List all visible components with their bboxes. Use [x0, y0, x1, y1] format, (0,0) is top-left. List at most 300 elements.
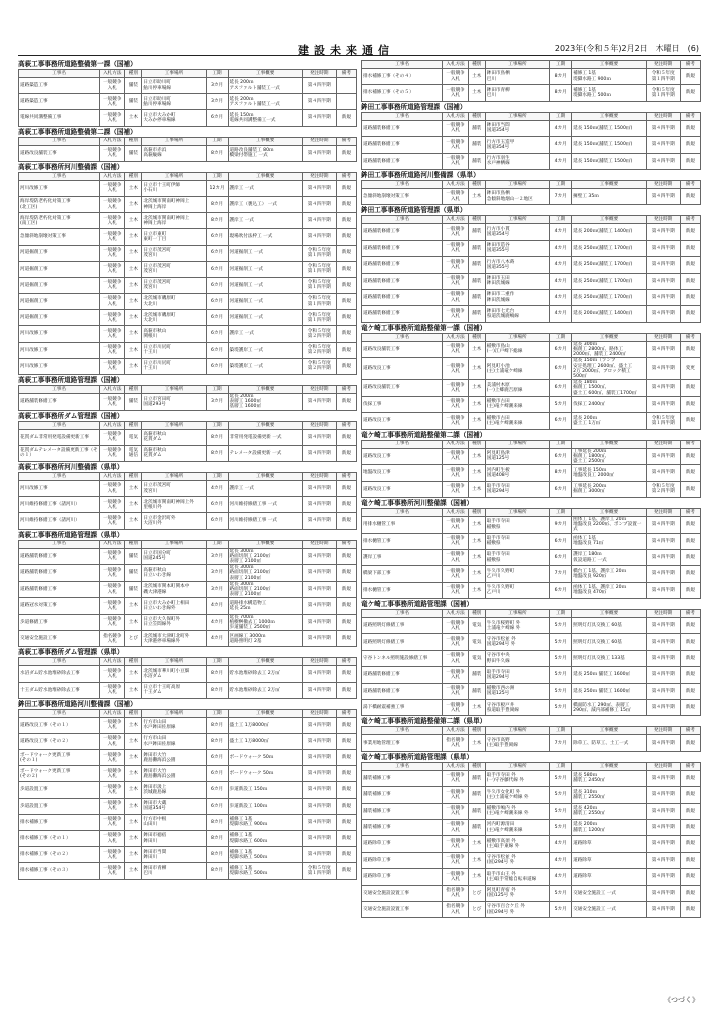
column-header: 工事名 [19, 70, 100, 78]
table-cell: 新規 [336, 847, 356, 863]
right-column [361, 60, 701, 919]
table-cell: 新規 [336, 513, 356, 529]
table-cell: 照明灯灯具交換工 133基 [572, 650, 647, 666]
table-cell: 照明灯灯具交換工 60基 [572, 618, 647, 634]
table-cell: 新規 [680, 289, 700, 305]
table-cell: 5カ月 [550, 683, 572, 699]
column-header: 備考 [680, 61, 700, 69]
column-header: 工期 [206, 172, 228, 180]
table-row [19, 733, 357, 749]
table-cell: 道路改良舗装工事 [19, 145, 100, 161]
table-cell: 一般競争 入札 [100, 145, 125, 161]
table-cell: 道路築造工事 [19, 94, 100, 110]
column-header: 工事場所 [485, 216, 549, 224]
table-header-row [362, 112, 701, 120]
table-cell: 延長 250ｍ(舗装工 1700㎡) [572, 240, 647, 256]
schedule-table [361, 333, 701, 430]
column-header: 備考 [680, 112, 700, 120]
table-cell: 道路舗装修繕工事 [362, 273, 443, 289]
table-cell: 舗装 [125, 394, 142, 411]
table-cell: 舗装 [468, 819, 485, 835]
table-cell: 第４四半期 [302, 717, 336, 733]
table-cell: 歩道新設工 150ｍ [228, 782, 302, 798]
column-header: 工事概要 [572, 762, 647, 770]
table-cell: 7カ月 [550, 735, 572, 751]
table-cell: 6カ月 [206, 245, 228, 261]
table-cell: 第４四半期 [646, 869, 680, 885]
table-row [19, 310, 357, 326]
table-cell: 新規 [336, 261, 356, 277]
table-cell: 第４四半期 [646, 582, 680, 598]
column-header: 発注時期 [646, 762, 680, 770]
column-header: 種別 [468, 61, 485, 69]
table-cell: 舗装補修工事 [362, 770, 443, 786]
table-row [19, 682, 357, 698]
table-header-row [362, 508, 701, 516]
table-cell: 歩道設置工事 [19, 782, 100, 798]
table-row [362, 819, 701, 835]
table-row [362, 582, 701, 598]
table-cell: 排水補修工事（その４） [362, 69, 443, 85]
table-cell: 守谷市百合ケ丘 外 (国)294号 外 [485, 901, 549, 917]
table-cell: 延長 250ｍ(舗装工 1700㎡) [572, 289, 647, 305]
table-cell: 伐採工事 [362, 396, 443, 412]
table-cell: 築堤護岸工 一式 [228, 342, 302, 358]
table-cell: 護岸工 一式 [228, 213, 302, 229]
table-cell: 土木 [125, 766, 142, 782]
table-cell: 排水樋管工事 [362, 533, 443, 549]
table-cell: 日立市大みか町上相田 日立いわき線外 [142, 598, 206, 614]
table-row [362, 69, 701, 85]
column-header: 発注時期 [646, 440, 680, 448]
column-header: 工事名 [362, 762, 443, 770]
column-header: 発注時期 [302, 472, 336, 480]
table-cell: 一般競争 入札 [100, 196, 125, 212]
table-row [362, 770, 701, 786]
table-cell: 一般競争 入札 [443, 836, 468, 852]
table-cell: 土木 [125, 682, 142, 698]
table-row [362, 803, 701, 819]
table-cell: ボードウォーク更新工事 (その２) [19, 766, 100, 782]
table-cell: 一般競争 入札 [100, 513, 125, 529]
table-cell: 一般競争 入札 [443, 120, 468, 136]
column-header: 発注時期 [302, 70, 336, 78]
table-cell: 新規 [336, 581, 356, 598]
table-row [362, 413, 701, 429]
column-header: 工事名 [362, 727, 443, 735]
table-cell: 4カ月 [550, 869, 572, 885]
table-row [362, 650, 701, 666]
table-cell: 第４四半期 [646, 667, 680, 683]
table-cell: 指名競争 入札 [443, 735, 468, 751]
table-row [19, 581, 357, 598]
column-header: 工事場所 [142, 172, 206, 180]
table-header-row [19, 386, 357, 394]
section-title: 高萩工事事務所道路管理課（国補） [18, 376, 124, 384]
table-cell: 一般競争 入札 [100, 445, 125, 461]
table-cell: 一般競争 入札 [443, 465, 468, 481]
table-cell: 一般競争 入札 [100, 94, 125, 110]
column-header: 発注時期 [302, 540, 336, 548]
table-cell: 道路舗装修繕工事 [362, 257, 443, 273]
table-cell: 土木 [125, 497, 142, 513]
table-cell: 8カ月 [550, 465, 572, 481]
table-cell: 令和５年度 第１四半期 [302, 261, 336, 277]
table-cell: 8カ月 [206, 213, 228, 229]
table-cell: 新規 [680, 153, 700, 169]
table-cell: 一般競争 入札 [443, 683, 468, 699]
table-row [362, 137, 701, 153]
column-header: 入札方法 [443, 762, 468, 770]
table-cell: 河川改修工事 [19, 326, 100, 342]
table-cell: 6カ月 [206, 358, 228, 374]
column-header: 工事概要 [228, 172, 302, 180]
table-row [19, 358, 357, 374]
section-title: 竜ケ崎工事事務所道路整備第一課（国補） [361, 323, 487, 332]
continued-note: 《つづく》 [664, 996, 699, 1004]
table-cell: 道路舗装修繕工事 [362, 667, 443, 683]
table-cell: 延長 300ｍ 路面切削工 2100㎡ 表層工 2100㎡ [228, 548, 302, 565]
table-cell: 新規 [336, 326, 356, 342]
table-cell: 6カ月 [206, 513, 228, 529]
table-cell: 7カ月 [550, 188, 572, 204]
table-cell: 6カ月 [206, 229, 228, 245]
table-cell: 舗装 [468, 667, 485, 683]
column-header: 工期 [550, 727, 572, 735]
table-cell: 令和５年度 第２四半期 [302, 342, 336, 358]
column-header: 発注時期 [646, 112, 680, 120]
table-cell: 電気 [468, 634, 485, 650]
column-header: 工事概要 [228, 137, 302, 145]
table-cell: 延長 250ｍ(舗装工 1700㎡) [572, 273, 647, 289]
table-cell: 北茨城市関南町神岡上 神岡上海岸 [142, 196, 206, 212]
table-cell: 日立市国分町 国道245号 [142, 548, 206, 565]
table-cell: 鉾田市鳥栖 巴川 [485, 69, 549, 85]
column-header: 入札方法 [443, 333, 468, 341]
table-cell: 排水補修工事（その２） [19, 847, 100, 863]
table-cell: 河道掘削工事 [19, 310, 100, 326]
table-cell: 延長 580ｍ 舗装工 2450㎡ [572, 770, 647, 786]
table-cell: 新規 [336, 394, 356, 411]
schedule-table [361, 440, 701, 498]
table-cell: 土木 [468, 582, 485, 598]
table-cell: 一般競争 入札 [443, 153, 468, 169]
column-header: 発注時期 [646, 727, 680, 735]
table-cell: 護岸工事 [362, 549, 443, 565]
table-cell: 道路改良工事 [362, 358, 443, 380]
table-cell: 河道掘削工事 [19, 277, 100, 293]
table-cell: 補修工 1基 堤脚水路工 600ｍ [228, 831, 302, 847]
table-cell: 4カ月 [550, 240, 572, 256]
schedule-table [18, 172, 357, 375]
table-cell: 新規 [336, 277, 356, 293]
table-cell: 新規 [336, 196, 356, 212]
table-row [19, 480, 357, 496]
table-cell: 鉾田市青柳 巴川 [485, 85, 549, 101]
column-header: 工事場所 [142, 709, 206, 717]
column-header: 入札方法 [443, 610, 468, 618]
table-cell: 8カ月 [206, 445, 228, 461]
table-cell: 新規 [336, 631, 356, 647]
table-cell: 延長 250ｍ 舗装工 1600㎡ [572, 683, 647, 699]
table-row [19, 429, 357, 445]
table-cell: 新規 [680, 885, 700, 901]
table-cell: 道路舗装修繕工事 [19, 581, 100, 598]
table-cell: 道路除草 [572, 869, 647, 885]
table-cell: 日立市川尻町 十王川 [142, 342, 206, 358]
table-cell: 第４四半期 [646, 153, 680, 169]
table-cell: 土木 [468, 465, 485, 481]
table-cell: 工事延長 150ｍ 地盤改良工 2000㎡ [572, 465, 647, 481]
table-cell: 第４四半期 [646, 120, 680, 136]
table-cell: 新規 [680, 549, 700, 565]
table-cell: 高萩市秋山 日立いわき線 [142, 565, 206, 582]
table-cell: 貯水池堆砂除去工 2万㎥ [228, 666, 302, 682]
table-header-row [362, 180, 701, 188]
table-cell: 工事延長 200ｍ 掘削工 3000㎥ [572, 481, 647, 497]
table-cell: 湯下橋耐震補強工事 [362, 700, 443, 716]
table-cell: 第４四半期 [302, 110, 336, 126]
table-row [362, 735, 701, 751]
table-cell: 河川改修工事 [19, 480, 100, 496]
table-cell: 8カ月 [206, 717, 228, 733]
table-cell: 行方市中根 山田川 [142, 814, 206, 830]
table-cell: 守谷市板戸井 県道取手豊岡線 [485, 700, 549, 716]
table-cell: 舗装 [468, 224, 485, 240]
section-title: 鉾田工事事務所道路管理課（国補） [361, 102, 467, 111]
section-title: 竜ケ崎工事事務所道路整備第二課（国補） [361, 430, 487, 439]
table-cell: 舗装 [125, 565, 142, 582]
table-cell: 一般競争 入札 [443, 358, 468, 380]
table-cell: 新規 [680, 224, 700, 240]
column-header: 工期 [206, 472, 228, 480]
table-cell: 補修工 1基 堤脚水路工 500ｍ [228, 863, 302, 879]
table-cell: 3カ月 [206, 394, 228, 411]
table-cell: 第４四半期 [646, 852, 680, 868]
table-cell: 5カ月 [550, 787, 572, 803]
table-cell: 6カ月 [206, 294, 228, 310]
table-row [362, 465, 701, 481]
table-cell: 延長 150ｍ(舗装工 1500㎡) [572, 153, 647, 169]
column-header: 種別 [468, 180, 485, 188]
table-cell: 一般競争 入札 [443, 380, 468, 397]
table-cell: 舗装 [468, 153, 485, 169]
table-cell: 花貫ダム非常用発電設備更新工事 [19, 429, 100, 445]
column-header: 種別 [125, 540, 142, 548]
table-cell: 舗装 [468, 273, 485, 289]
table-cell: 新規 [336, 798, 356, 814]
column-header: 入札方法 [100, 540, 125, 548]
table-cell: 令和５年度 第１四半期 [646, 413, 680, 429]
table-cell: 第４四半期 [646, 700, 680, 716]
column-header: 種別 [125, 421, 142, 429]
table-cell: 8カ月 [206, 145, 228, 161]
table-cell: 高萩市秋山 花貫ダム [142, 445, 206, 461]
table-cell: 第４四半期 [302, 78, 336, 94]
column-header: 工事概要 [572, 180, 647, 188]
schedule-table [361, 180, 701, 205]
table-cell: 取手市寺田 稲敷県 [485, 516, 549, 533]
table-row [19, 598, 357, 614]
table-cell: 6カ月 [206, 261, 228, 277]
table-cell: とび [468, 885, 485, 901]
table-cell: 地盤改良工事 [362, 465, 443, 481]
schedule-table [361, 726, 701, 751]
table-cell: 第４四半期 [302, 831, 336, 847]
table-row [362, 481, 701, 497]
table-cell: 鉾田市鳥栖 急傾斜地烟山一２地区 [485, 188, 549, 204]
table-cell: 第４四半期 [302, 598, 336, 614]
column-header: 工事場所 [485, 440, 549, 448]
table-cell: 稲敷市高須 外 (主)取手東線 外 [485, 836, 549, 852]
table-cell: 土木 [468, 735, 485, 751]
table-cell: 新規 [680, 306, 700, 322]
table-row [362, 396, 701, 412]
column-header: 備考 [336, 137, 356, 145]
table-cell: 一般競争 入札 [443, 306, 468, 322]
table-cell: 舗装 [468, 306, 485, 322]
table-cell: 新規 [680, 341, 700, 358]
column-header: 工事概要 [228, 70, 302, 78]
table-cell: 土木 [125, 358, 142, 374]
table-cell: 8カ月 [206, 831, 228, 847]
schedule-table [361, 609, 701, 716]
section-title: 高萩工事事務所道路管理課（県単） [18, 530, 124, 539]
column-header: 工事名 [362, 440, 443, 448]
table-cell: 4カ月 [550, 852, 572, 868]
table-cell: 一般競争 入札 [100, 277, 125, 293]
table-cell: 舗装 [125, 78, 142, 94]
column-header: 種別 [468, 508, 485, 516]
table-row [19, 326, 357, 342]
table-cell: 延長 150ｍ(舗装工 1500㎡) [572, 137, 647, 153]
table-cell: ボードウォーク 50ｍ [228, 750, 302, 766]
table-cell: 新規 [680, 380, 700, 397]
table-cell: 4カ月 [550, 120, 572, 136]
table-cell: 行方市山田 水戸鉾田佐原線 [142, 733, 206, 749]
table-cell: 延長 250ｍ 舗装工 1600㎡ [572, 667, 647, 683]
column-header: 工期 [206, 709, 228, 717]
column-header: 工事場所 [142, 421, 206, 429]
table-cell: 5カ月 [550, 396, 572, 412]
table-row [19, 78, 357, 94]
column-header: 入札方法 [100, 658, 125, 666]
table-cell: 電気 [125, 429, 142, 445]
column-header: 工事場所 [485, 610, 549, 618]
table-row [19, 497, 357, 513]
table-cell: 5カ月 [550, 650, 572, 666]
table-cell: 交通安全施設設置工事 [362, 901, 443, 917]
table-cell: 延長 700ｍ 植樹桝撤去工 1000ｍ 歩道舗装工 2500㎡ [228, 614, 302, 631]
table-cell: 鉾田市大竹 鹿島灘海浜公園 [142, 750, 206, 766]
table-row [19, 229, 357, 245]
table-cell: 一般競争 入札 [100, 358, 125, 374]
section-title: 鉾田工事事務所道路河川整備課（国補） [18, 699, 137, 708]
column-header: 入札方法 [443, 727, 468, 735]
table-cell: 延長 250ｍ(舗装工 1700㎡) [572, 257, 647, 273]
table-cell: 5カ月 [550, 634, 572, 650]
table-cell: 北茨城市磯原町 大北川 [142, 310, 206, 326]
table-cell: 土木 [125, 814, 142, 830]
column-header: 工事場所 [142, 386, 206, 394]
table-cell: 一般競争 入札 [100, 310, 125, 326]
column-header: 入札方法 [443, 180, 468, 188]
table-cell: 道路舗装修繕工事 [362, 289, 443, 305]
table-cell: 道路除草工事 [362, 836, 443, 852]
table-cell: 一般競争 入札 [443, 188, 468, 204]
column-header: 工事場所 [485, 727, 549, 735]
table-cell: 第４四半期 [302, 847, 336, 863]
table-cell: 第４四半期 [646, 735, 680, 751]
table-cell: 除草工、防草工、土工一式 [572, 735, 647, 751]
table-cell: 道路照明灯修繕工事 [362, 618, 443, 634]
table-cell: 道路改良工事（その２） [19, 733, 100, 749]
table-cell: 海岸堤防老朽化対策工事 (南工区) [19, 213, 100, 229]
table-cell: 高萩市赤浜 高萩級線 [142, 145, 206, 161]
table-cell: 函体工 1基、護岸工 20ｍ 地盤改良 470㎥ [572, 582, 647, 598]
table-cell: 新規 [680, 667, 700, 683]
table-row [19, 277, 357, 293]
table-cell: 土木 [468, 549, 485, 565]
column-header: 入札方法 [100, 137, 125, 145]
table-cell: 排水補修工事（その１） [19, 831, 100, 847]
table-cell: 舗装 [125, 145, 142, 161]
table-cell: 6カ月 [206, 750, 228, 766]
section-title: 鉾田工事事務所道路河川整備課（県単） [361, 170, 480, 179]
table-cell: 一般競争 入札 [443, 396, 468, 412]
section-title: 竜ケ崎工事事務所河川整備課（国補） [361, 498, 474, 507]
table-cell: 一般競争 入札 [100, 831, 125, 847]
table-cell: 第４四半期 [302, 614, 336, 631]
column-header: 発注時期 [302, 709, 336, 717]
table-cell: 一般競争 入札 [100, 497, 125, 513]
table-cell: 日立市茂宮町 茂宮川 [142, 261, 206, 277]
table-cell: 日立市助川町 鮎川停車場線 [142, 94, 206, 110]
table-cell: 貯水池堆砂除去工 2万㎥ [228, 682, 302, 698]
table-cell: 道路改良工事 [362, 481, 443, 497]
column-header: 工事名 [19, 172, 100, 180]
table-cell: 道路冠水対策工事 [19, 598, 100, 614]
table-cell: 土木 [125, 196, 142, 212]
table-cell: 一般競争 入札 [443, 650, 468, 666]
column-header: 備考 [336, 472, 356, 480]
table-cell: 新規 [680, 901, 700, 917]
table-row [362, 787, 701, 803]
table-cell: 新規 [680, 533, 700, 549]
table-cell: 令和５年度 第１四半期 [302, 863, 336, 879]
column-header: 種別 [125, 472, 142, 480]
table-cell: 道路舗装修繕工事 [19, 394, 100, 411]
table-cell: 道路舗装修繕工事 [362, 224, 443, 240]
table-cell: 第４四半期 [302, 196, 336, 212]
table-cell: 土木 [468, 700, 485, 716]
table-cell: 6カ月 [550, 341, 572, 358]
table-cell: 土木 [125, 847, 142, 863]
table-cell: 舗装 [125, 581, 142, 598]
column-header: 種別 [125, 172, 142, 180]
table-cell: 高萩市秋山 関根川 [142, 326, 206, 342]
table-cell: 一般競争 入札 [443, 516, 468, 533]
table-cell: 鉾田市大竹 鹿島灘海浜公園 [142, 766, 206, 782]
table-cell: 日立市茂宮町 茂宮川 [142, 480, 206, 496]
table-row [362, 852, 701, 868]
column-header: 工事名 [19, 658, 100, 666]
table-cell: 令和５年度 第１四半期 [646, 69, 680, 85]
column-header: 工事概要 [572, 508, 647, 516]
column-header: 工事名 [19, 709, 100, 717]
table-cell: 道路改良舗装工 80ｍ 橋梁付帯施工 一式 [228, 145, 302, 161]
table-cell: 新規 [336, 548, 356, 565]
